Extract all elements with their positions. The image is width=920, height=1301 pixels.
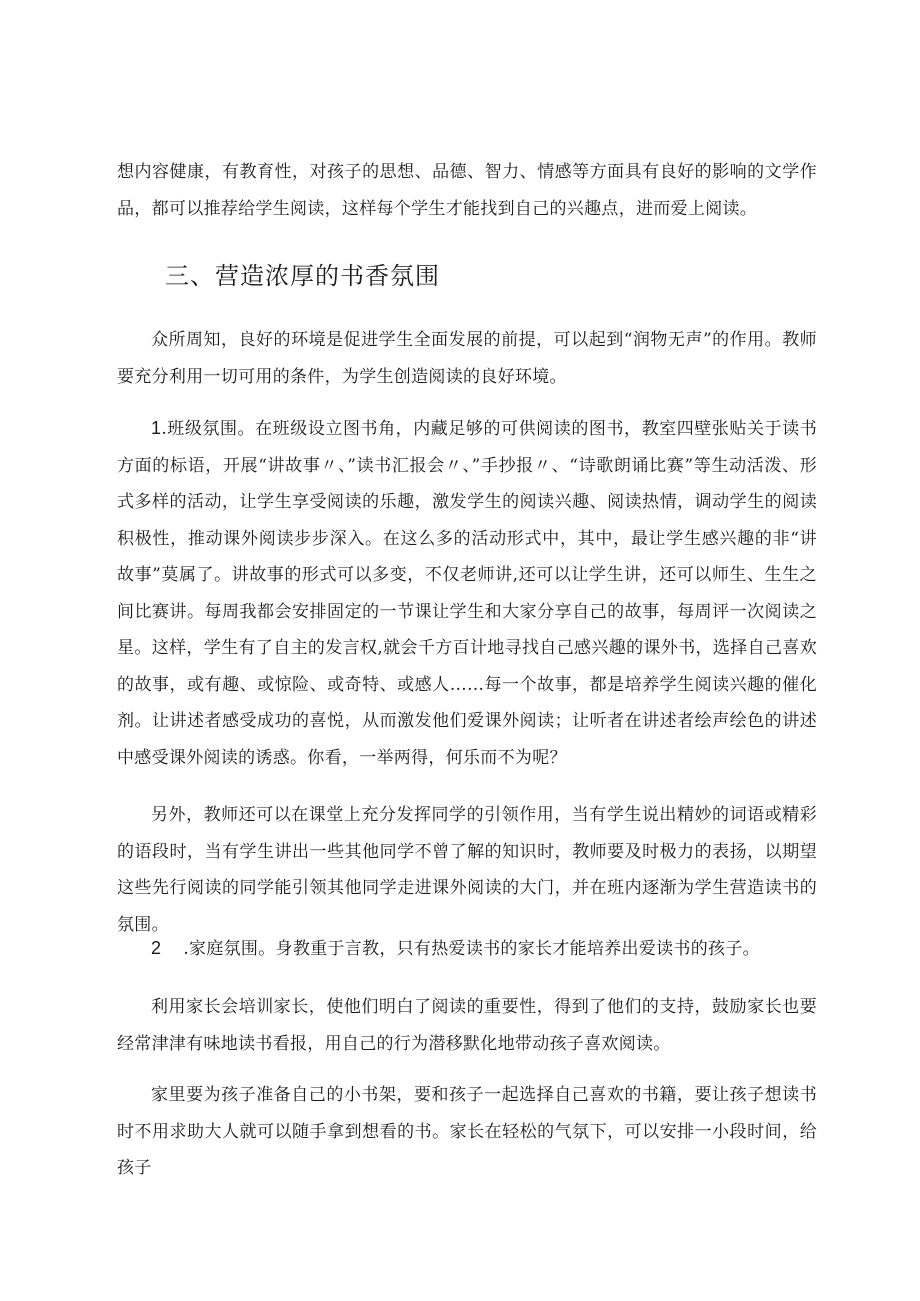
item-number: 2 — [151, 938, 162, 958]
item-text: .家庭氛围。身教重于言教，只有热爱读书的家长才能培养出爱读书的孩子。 — [183, 939, 760, 959]
item-text: .班级氛围。在班级设立图书角，内藏足够的可供阅读的图书，教室四壁张贴关于读书方面的标语，开展“讲故事〃、”读书汇报会〃、”手抄报〃、“诗歌朗诵比赛”等生动活泼、形式多样的活动，让学生享受阅读的乐趣，激发学生的阅读兴趣、阅读热情，调动学生的阅读积极性，推动课外阅读步步深入。在这么多的活动形式中，其中，最让学生感兴趣的非“讲故事”莫属了。讲故事的形式可以多变，不仅老师讲,还可以让学生讲，还可以师生、生生之间比赛讲。每周我都会安排固定的一节课让学生和大家分享自己的故事，每周评一次阅读之星。这样，学生有了自主的发言权,就会千方百计地寻找自己感兴趣的课外书，选择自己喜欢的故事，或有趣、或惊险、或奇特、或感人……每一个故事，都是培养学生阅读兴趣的催化剂。让讲述者感受成功的喜悦，从而激发他们爱课外阅读；让听者在讲述者绘声绘色的讲述中感受课外阅读的诱惑。你看，一举两得，何乐而不为呢？ — [117, 419, 817, 768]
paragraph-continuation: 想内容健康，有教育性，对孩子的思想、品德、智力、情感等方面具有良好的影响的文学作品，都可以推荐给学生阅读，这样每个学生才能找到自己的兴趣点，进而爱上阅读。 — [117, 162, 817, 219]
list-item-class-atmosphere — [117, 410, 817, 776]
paragraph-parent-training: 利用家长会培训家长，使他们明白了阅读的重要性，得到了他们的支持，鼓励家长也要经常津津有味地读书看报，用自己的行为潜移默化地带动孩子喜欢阅读。 — [117, 997, 817, 1054]
item-number: 1 — [151, 418, 162, 438]
paragraph-home-bookshelf: 家里要为孩子准备自己的小书架，要和孩子一起选择自己喜欢的书籍，要让孩子想读书时不用求助大人就可以随手拿到想看的书。家长在轻松的气氛下，可以安排一小段时间，给孩子 — [117, 1085, 817, 1178]
paragraph-intro: 众所周知，良好的环境是促进学生全面发展的前提，可以起到“润物无声”的作用。教师要充分利用一切可用的条件，为学生创造阅读的良好环境。 — [117, 330, 817, 387]
paragraph-peer-leading: 另外，教师还可以在课堂上充分发挥同学的引领作用，当有学生说出精妙的词语或精彩的语段时，当有学生讲出一些其他同学不曾了解的知识时，教师要及时极力的表扬，以期望这些先行阅读的同学能引领其他同学走进课外阅读的大门，并在班内逐渐为学生营造读书的氛围。 — [117, 805, 817, 935]
list-item-family-atmosphere — [117, 930, 817, 968]
section-heading: 三、营造浓厚的书香氛围 — [165, 262, 440, 290]
